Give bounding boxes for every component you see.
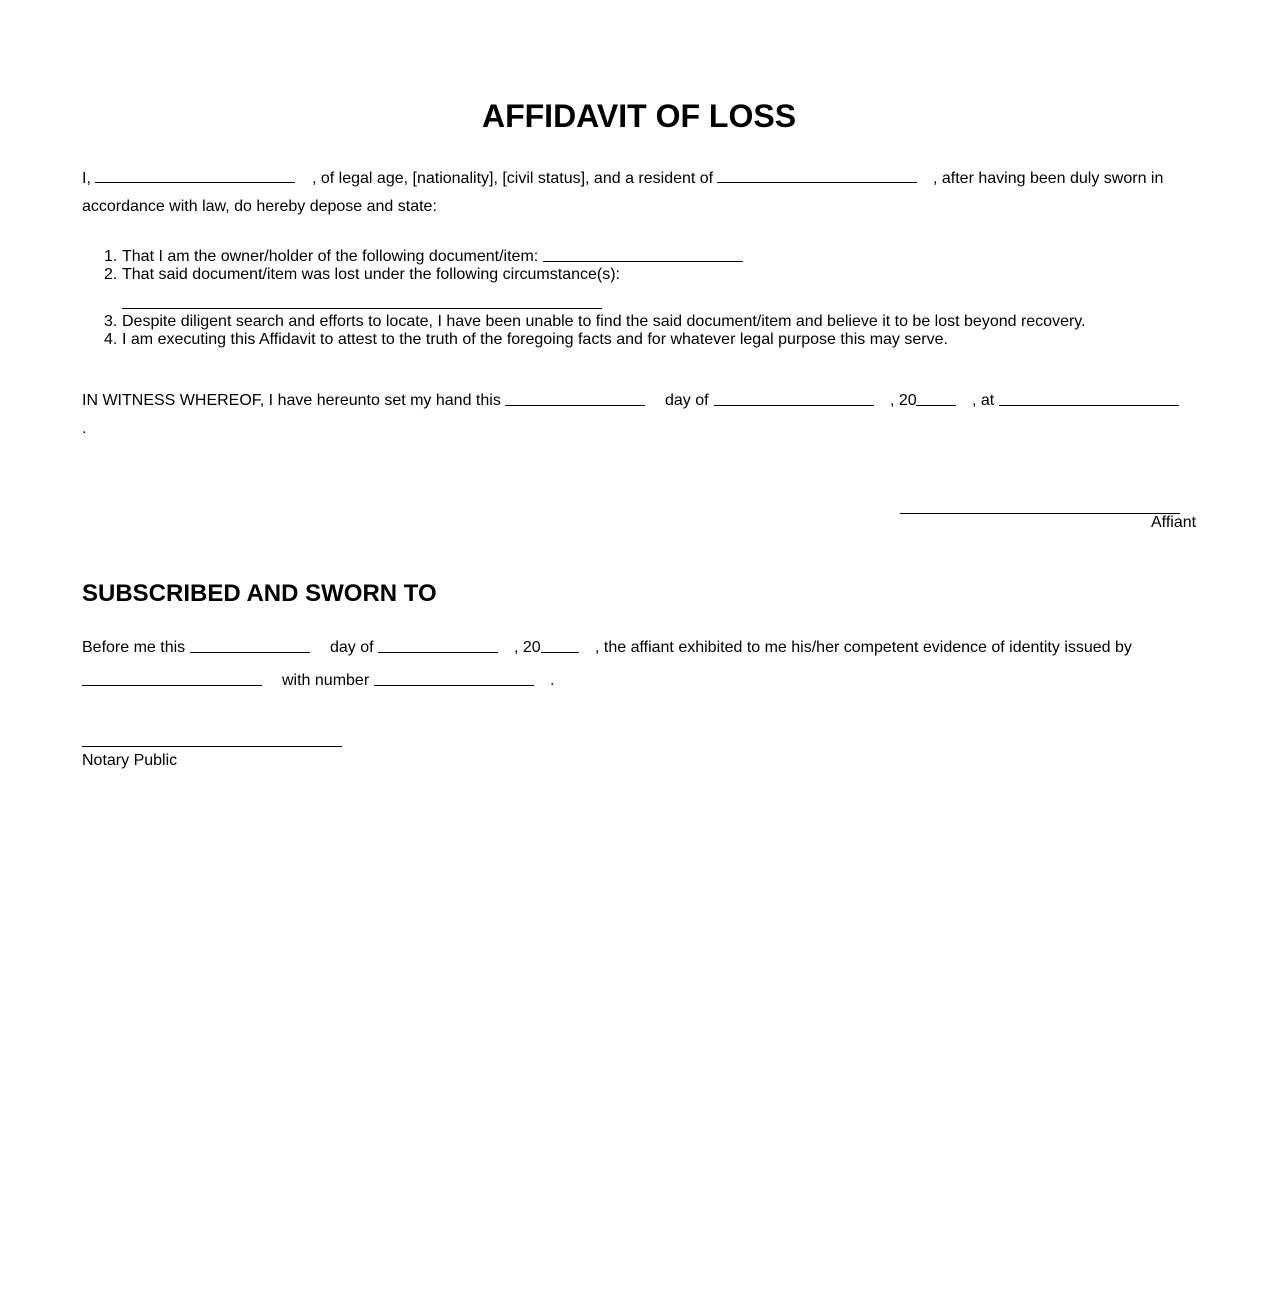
sworn-year-field[interactable] [541, 638, 579, 653]
notary-label: Notary Public [82, 752, 178, 769]
intro-suffix: , after having been duly sworn in [933, 170, 1164, 187]
sworn-day-field[interactable] [190, 638, 310, 653]
item-1-number: 1. [104, 248, 118, 265]
id-number-field[interactable] [374, 671, 534, 686]
item-1-text: That I am the owner/holder of the following document/item: [122, 248, 539, 265]
witness-year-field[interactable] [916, 391, 956, 406]
affiant-label: Affiant [1151, 514, 1197, 531]
witness-at: , at [972, 392, 995, 409]
sworn-before: Before me this [82, 639, 186, 656]
id-issuer-field[interactable] [82, 671, 262, 686]
affiant-name-field[interactable] [95, 168, 295, 183]
sworn-heading: SUBSCRIBED AND SWORN TO [82, 580, 437, 607]
item-3-text: Despite diligent search and efforts to locate, I have been unable to find the said document/item and believe it to be lost beyond recovery. [122, 313, 1086, 330]
item-4-number: 4. [104, 331, 118, 348]
witness-prefix: IN WITNESS WHEREOF, I have hereunto set my hand this [82, 392, 501, 409]
intro-mid: , of legal age, [nationality], [civil status], and a resident of [312, 170, 714, 187]
item-2-text: That said document/item was lost under the following circumstance(s): [122, 266, 620, 283]
witness-place-field[interactable] [999, 391, 1179, 406]
intro-line2: accordance with law, do hereby depose and state: [82, 198, 437, 215]
sworn-period: . [550, 672, 555, 689]
item-3-number: 3. [104, 313, 118, 330]
witness-month-field[interactable] [714, 391, 874, 406]
sworn-evidence: , the affiant exhibited to me his/her competent evidence of identity issued by [595, 639, 1132, 656]
witness-day-field[interactable] [505, 391, 645, 406]
document-item-field[interactable] [543, 247, 743, 262]
sworn-with-number: with number [282, 672, 370, 689]
document-title: AFFIDAVIT OF LOSS [481, 98, 797, 134]
witness-day-of: day of [665, 392, 709, 409]
notary-signature-line [82, 746, 342, 747]
intro-prefix: I, [82, 170, 91, 187]
witness-year-prefix: , 20 [890, 392, 917, 409]
circumstances-field[interactable] [122, 294, 602, 309]
affiant-signature-line [900, 513, 1180, 514]
residence-field[interactable] [717, 168, 917, 183]
item-4-text: I am executing this Affidavit to attest to the truth of the foregoing facts and for whatever legal purpose this may serve. [122, 331, 948, 348]
sworn-day-of: day of [330, 639, 374, 656]
witness-period: . [82, 420, 87, 437]
sworn-year-prefix: , 20 [514, 639, 541, 656]
item-2-number: 2. [104, 266, 118, 283]
sworn-month-field[interactable] [378, 638, 498, 653]
